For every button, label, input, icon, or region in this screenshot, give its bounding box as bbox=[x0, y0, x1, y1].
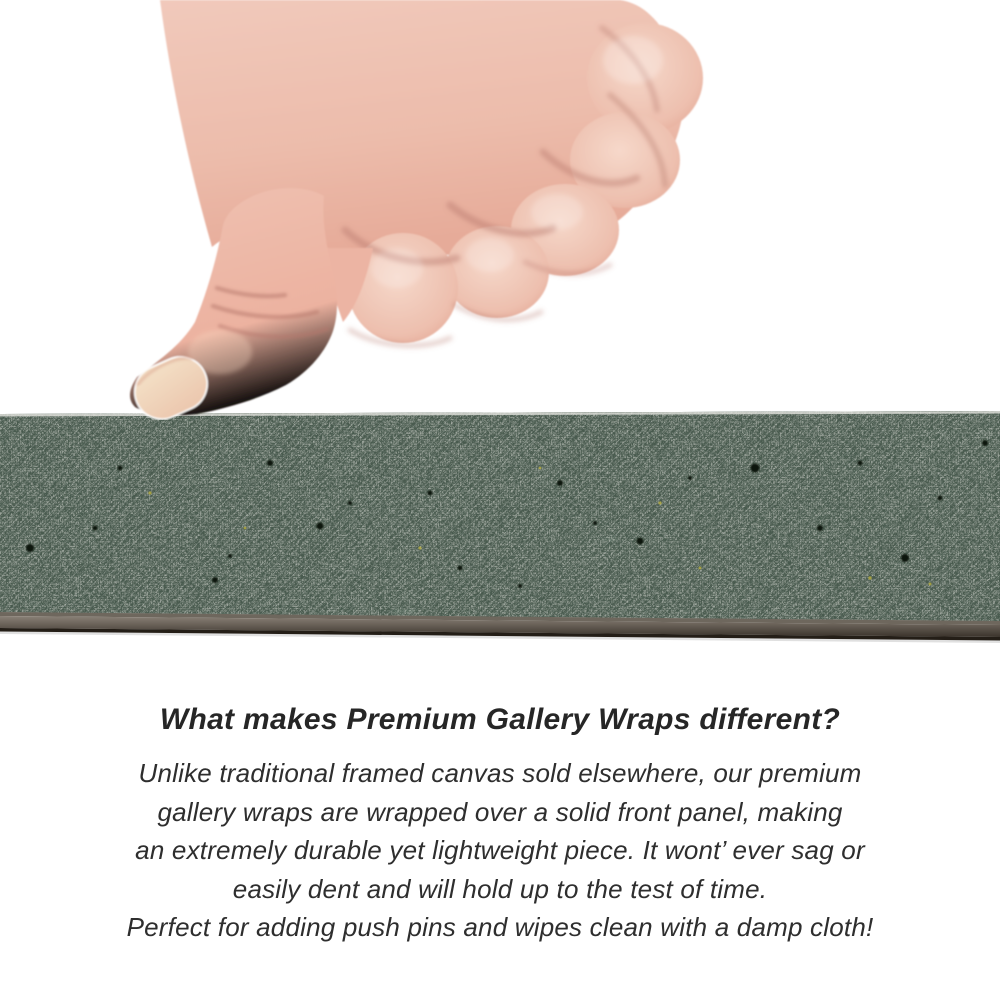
caption bbox=[0, 700, 1000, 947]
canvas-strip-illustration bbox=[0, 408, 1000, 648]
caption-line: Unlike traditional framed canvas sold elsewhere, our premium bbox=[138, 758, 862, 788]
caption-line: gallery wraps are wrapped over a solid front panel, making bbox=[157, 796, 843, 827]
caption-line: an extremely durable yet lightweight piece. It wont’ ever sag or bbox=[135, 835, 865, 865]
caption-line: Perfect for adding push pins and wipes clean with a damp cloth! bbox=[126, 912, 874, 942]
caption-heading: What makes Premium Gallery Wraps different? bbox=[159, 703, 841, 736]
canvas-texture bbox=[0, 408, 1000, 623]
caption-line: easily dent and will hold up to the test of time. bbox=[232, 873, 768, 904]
hand-pressing-canvas-illustration bbox=[105, 0, 715, 420]
